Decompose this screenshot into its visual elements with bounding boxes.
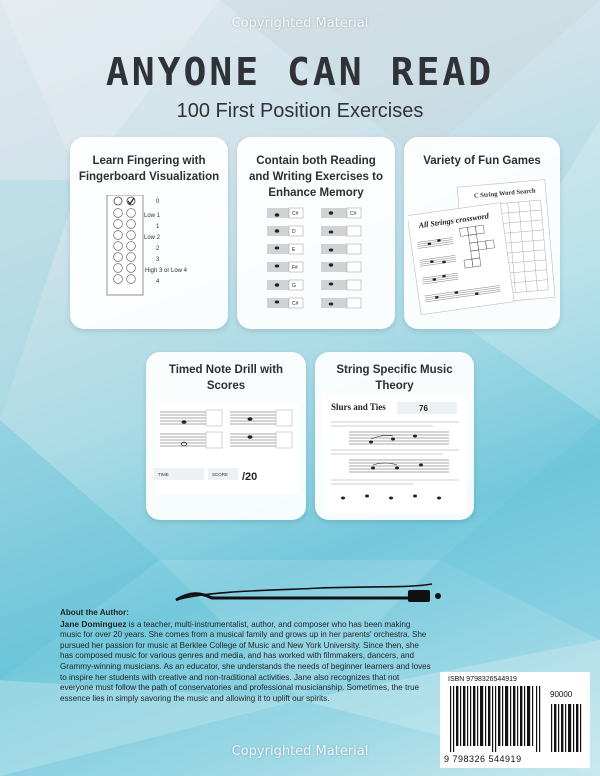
finger-label: 4: [156, 279, 160, 285]
reading-exercise-thumbnail: [263, 205, 373, 315]
note-answer: C#: [350, 211, 357, 217]
finger-label: 1: [156, 224, 160, 230]
finger-label: Low 2: [144, 235, 161, 241]
note-answer: D: [292, 229, 296, 235]
crossword-title: All Strings crossword: [418, 211, 490, 231]
watermark-bottom: Copyrighted Material: [231, 744, 369, 759]
games-thumbnail: [408, 171, 556, 321]
finger-label: 0: [156, 199, 160, 205]
word-search-title: C String Word Search: [473, 187, 536, 200]
score-value: /20: [242, 471, 258, 483]
author-heading: About the Author:: [60, 608, 129, 617]
card-title: Timed Note Drill with Scores: [168, 364, 284, 392]
isbn-text: ISBN 9798326544919: [448, 676, 517, 683]
note-answer: C#: [292, 301, 299, 307]
finger-label: Low 1: [144, 213, 161, 219]
page-title: ANYONE CAN READ: [105, 50, 495, 94]
feature-card-theory: [315, 352, 474, 520]
card-title: Learn Fingering with Fingerboard Visualization: [78, 155, 220, 183]
theory-page-thumbnail: [323, 396, 467, 514]
finger-label: High 3 or Low 4: [145, 268, 188, 274]
finger-label: 3: [156, 257, 160, 263]
feature-card-fingering: [70, 137, 228, 329]
feature-card-drill: [146, 352, 306, 520]
author-bio-text: is a teacher, multi-instrumentalist, author, and composer who has been making music for over 20 years. She comes from a musical family and grows up in her parents' orchestra. She pursued her passion for music at Berklee College of Music and New York University. Since then, she has composed music for various genres and media, and has worked with filmmakers, dancers, and Grammy-winning musicians. As an educator, she understands the needs of beginner learners and loves to inspire her students with creative and non-traditional activities. Jane also recognizes that not everyone must follow the path of conservatories and professional musicianship. Sometimes, the true essence lies in simply savoring the music and allowing it to uplift our spirits.: [60, 619, 431, 703]
note-answer: G: [292, 283, 296, 289]
note-answer: E: [292, 247, 296, 253]
author-name: Jane Dominguez: [60, 618, 127, 629]
time-label: TIME: [158, 472, 169, 477]
barcode-bars: [448, 686, 544, 752]
feature-card-reading: [237, 137, 395, 329]
page-subtitle: 100 First Position Exercises: [176, 100, 424, 122]
theory-page-number: 76: [419, 404, 428, 413]
barcode-digits: 9 798326 544919: [444, 754, 522, 764]
author-bio: [60, 608, 432, 704]
watermark-top: Copyrighted Material: [231, 16, 369, 31]
note-drill-thumbnail: [154, 404, 300, 494]
card-title: String Specific Music Theory: [336, 364, 453, 392]
violin-bow-icon: [170, 578, 450, 608]
card-title: Contain both Reading and Writing Exercises to Enhance Memory: [249, 155, 383, 199]
card-title: Variety of Fun Games: [423, 155, 541, 167]
price-code: 90000: [550, 690, 573, 699]
score-label: SCORE: [212, 472, 229, 477]
note-answer: C#: [292, 211, 299, 217]
note-answer: F#: [292, 265, 298, 271]
author-paragraph: [60, 619, 432, 705]
theory-heading: Slurs and Ties: [331, 402, 386, 412]
feature-card-games: [404, 137, 560, 329]
finger-label: 2: [156, 246, 160, 252]
fingerboard-diagram: [104, 195, 204, 297]
